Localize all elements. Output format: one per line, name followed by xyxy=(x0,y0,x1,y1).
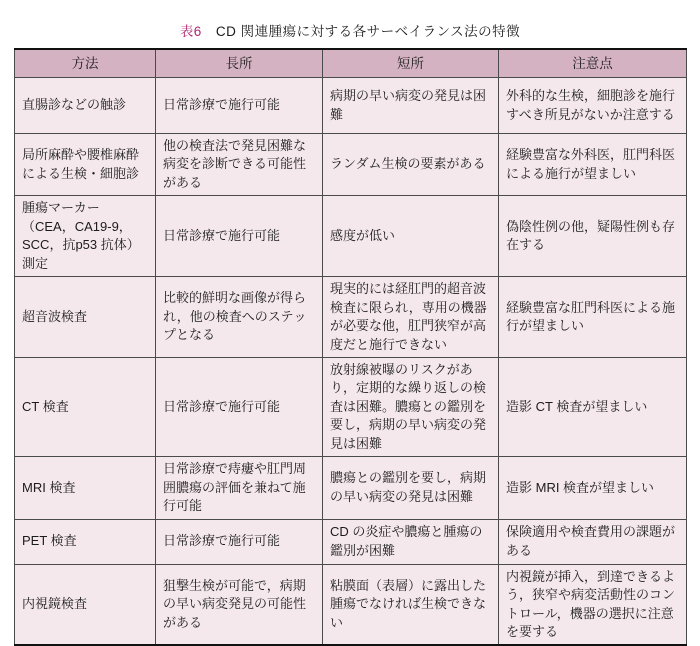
table-row xyxy=(15,357,687,456)
table-row xyxy=(15,457,687,519)
table-row xyxy=(15,78,687,134)
cell-notes: 経験豊富な外科医，肛門科医による施行が望ましい xyxy=(499,134,687,196)
surveillance-table xyxy=(14,48,687,646)
column-header-pros: 長所 xyxy=(156,49,323,78)
cell-pros: 日常診療で施行可能 xyxy=(156,196,323,277)
cell-notes: 経験豊富な肛門科医による施行が望ましい xyxy=(499,277,687,358)
cell-notes: 外科的な生検，細胞診を施行すべき所見がないか注意する xyxy=(499,78,687,134)
cell-method: 局所麻酔や腰椎麻酔による生検・細胞診 xyxy=(15,134,156,196)
cell-method: PET 検査 xyxy=(15,519,156,564)
cell-notes: 内視鏡が挿入，到達できるよう，狭窄や病変活動性のコントロール，機器の選択に注意を要する xyxy=(499,564,687,645)
cell-cons: 感度が低い xyxy=(323,196,499,277)
cell-cons: CD の炎症や膿瘍と腫瘍の鑑別が困難 xyxy=(323,519,499,564)
cell-notes: 造影 CT 検査が望ましい xyxy=(499,357,687,456)
cell-pros: 他の検査法で発見困難な病変を診断できる可能性がある xyxy=(156,134,323,196)
table-row xyxy=(15,277,687,358)
cell-method: 内視鏡検査 xyxy=(15,564,156,645)
cell-method: 直腸診などの触診 xyxy=(15,78,156,134)
cell-pros: 日常診療で施行可能 xyxy=(156,519,323,564)
cell-method: CT 検査 xyxy=(15,357,156,456)
table-caption xyxy=(0,20,700,40)
header-row xyxy=(15,49,687,78)
cell-notes: 造影 MRI 検査が望ましい xyxy=(499,457,687,519)
cell-cons: 現実的には経肛門的超音波検査に限られ，専用の機器が必要な他，肛門狭窄が高度だと施行できない xyxy=(323,277,499,358)
column-header-notes: 注意点 xyxy=(499,49,687,78)
table-number: 表6 xyxy=(179,24,202,39)
cell-cons: 膿瘍との鑑別を要し，病期の早い病変の発見は困難 xyxy=(323,457,499,519)
cell-cons: 放射線被曝のリスクがあり，定期的な繰り返しの検査は困難。膿瘍との鑑別を要し，病期の早い病変の発見は困難 xyxy=(323,357,499,456)
table-row xyxy=(15,134,687,196)
table-row xyxy=(15,564,687,645)
cell-pros: 日常診療で施行可能 xyxy=(156,78,323,134)
cell-pros: 日常診療で施行可能 xyxy=(156,357,323,456)
cell-cons: 粘膜面（表層）に露出した腫瘍でなければ生検できない xyxy=(323,564,499,645)
column-header-cons: 短所 xyxy=(323,49,499,78)
cell-method: MRI 検査 xyxy=(15,457,156,519)
cell-pros: 比較的鮮明な画像が得られ，他の検査へのステップとなる xyxy=(156,277,323,358)
cell-notes: 保険適用や検査費用の課題がある xyxy=(499,519,687,564)
cell-notes: 偽陰性例の他，疑陽性例も存在する xyxy=(499,196,687,277)
cell-method: 超音波検査 xyxy=(15,277,156,358)
cell-cons: ランダム生検の要素がある xyxy=(323,134,499,196)
cell-method: 腫瘍マーカー（CEA，CA19-9，SCC，抗p53 抗体）測定 xyxy=(15,196,156,277)
table-title: CD 関連腫瘍に対する各サーベイランス法の特徴 xyxy=(215,24,521,39)
cell-pros: 狙撃生検が可能で，病期の早い病変発見の可能性がある xyxy=(156,564,323,645)
table-row xyxy=(15,196,687,277)
cell-pros: 日常診療で痔瘻や肛門周囲膿瘍の評価を兼ねて施行可能 xyxy=(156,457,323,519)
table-row xyxy=(15,519,687,564)
cell-cons: 病期の早い病変の発見は困難 xyxy=(323,78,499,134)
column-header-method: 方法 xyxy=(15,49,156,78)
